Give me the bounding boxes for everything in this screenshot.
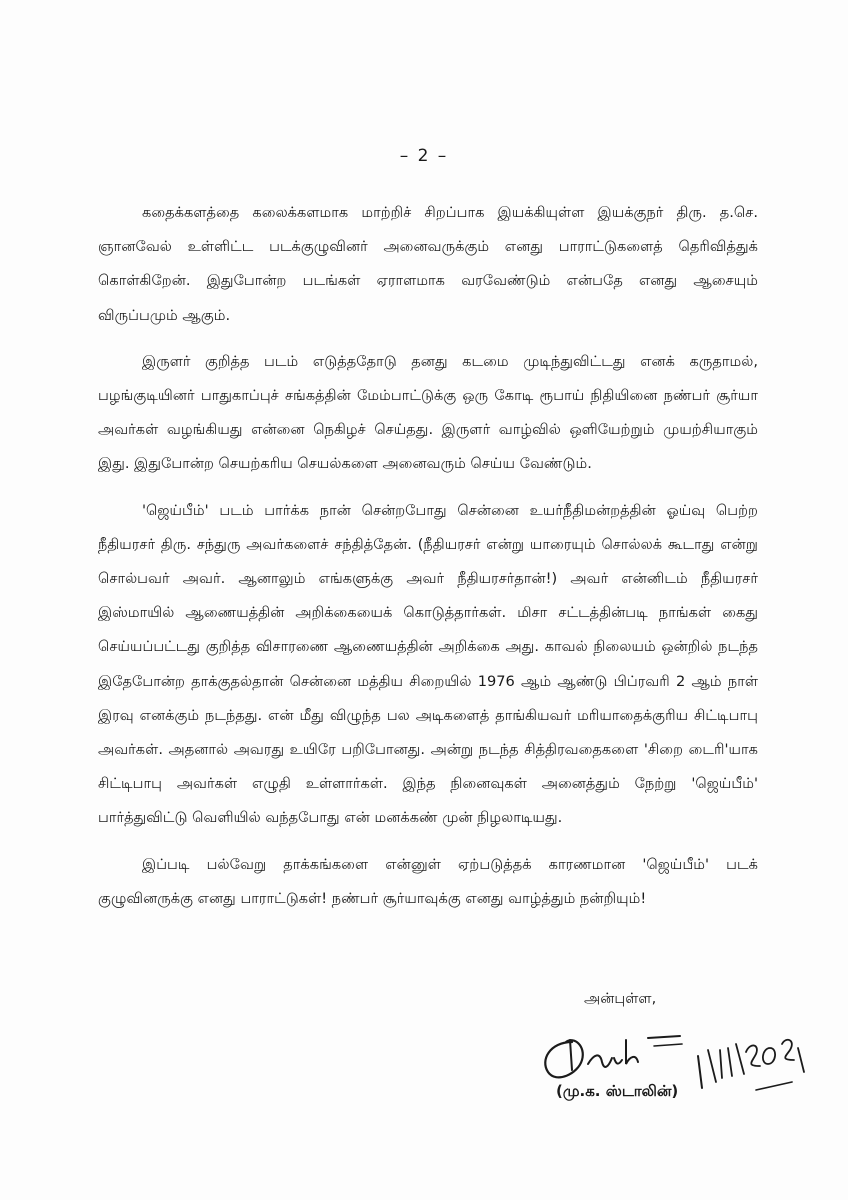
page-number: – 2 – [399,146,449,166]
closing-salutation: அன்புள்ள, [584,990,657,1007]
letter-body [98,196,758,928]
paragraph-1: கதைக்களத்தை கலைக்களமாக மாற்றிச் சிறப்பாக இயக்கியுள்ள இயக்குநர் திரு. த.செ. ஞானவேல் உள்ளிட்ட படக்குழுவினர் அனைவருக்கும் எனது பாராட்டுகளைத் தெரிவித்துக் கொள்கிறேன். இதுபோன்ற படங்கள் ஏராளமாக வரவேண்டும் என்பதே எனது ஆசையும் விருப்பமும் ஆகும். [98,204,758,324]
paragraph-2: இருளர் குறித்த படம் எடுத்ததோடு தனது கடமை முடிந்துவிட்டது எனக் கருதாமல், பழங்குடியினர் பாதுகாப்புச் சங்கத்தின் மேம்பாட்டுக்கு ஒரு கோடி ரூபாய் நிதியினை நண்பர் சூர்யா அவர்கள் வழங்கியது என்னை நெகிழச் செய்தது. இருளர் வாழ்வில் ஒளியேற்றும் முயற்சியாகும் இது. இதுபோன்ற செயற்கரிய செயல்களை அனைவரும் செய்ய வேண்டும். [98,352,758,473]
paragraph-3: 'ஜெய்பீம்' படம் பார்க்க நான் சென்றபோது சென்னை உயர்நீதிமன்றத்தின் ஓய்வு பெற்ற நீதியரசர் திரு. சந்துரு அவர்களைச் சந்தித்தேன். (நீதியரசர் என்று யாரையும் சொல்லக் கூடாது என்று சொல்பவர் அவர். ஆனாலும் எங்களுக்கு அவர் நீதியரசர்தான்!) அவர் என்னிடம் நீதியரசர் இஸ்மாயில் ஆணையத்தின் அறிக்கையைக் கொடுத்தார்கள். மிசா சட்டத்தின்படி நாங்கள் கைது செய்யப்பட்டது குறித்த விசாரணை ஆணையத்தின் அறிக்கை அது. காவல் நிலையம் ஒன்றில் நடந்த இதேபோன்ற தாக்குதல்தான் சென்னை மத்திய சிறையில் 1976 ஆம் ஆண்டு பிப்ரவரி 2 ஆம் நாள் இரவு எனக்கும் நடந்தது. என் மீது விழுந்த பல அடிகளைத் தாங்கியவர் மரியாதைக்குரிய சிட்டிபாபு அவர்கள். அதனால் அவரது உயிரே பறிபோனது. அன்று நடந்த சித்திரவதைகளை 'சிறை டைரி'யாக சிட்டிபாபு அவர்கள் எழுதி உள்ளார்கள். இந்த நினைவுகள் அனைத்தும் நேற்று 'ஜெய்பீம்' பார்த்துவிட்டு வெளியில் வந்தபோது என் மனக்கண் முன் நிழலாடியது. [98,501,758,827]
signatory-name: (மு.க. ஸ்டாலின்) [556,1082,679,1100]
paragraph-4: இப்படி பல்வேறு தாக்கங்களை என்னுள் ஏற்படுத்தக் காரணமான 'ஜெய்பீம்' படக் குழுவினருக்கு எனது பாராட்டுகள்! நண்பர் சூர்யாவுக்கு எனது வாழ்த்தும் நன்றியும்! [98,855,758,907]
